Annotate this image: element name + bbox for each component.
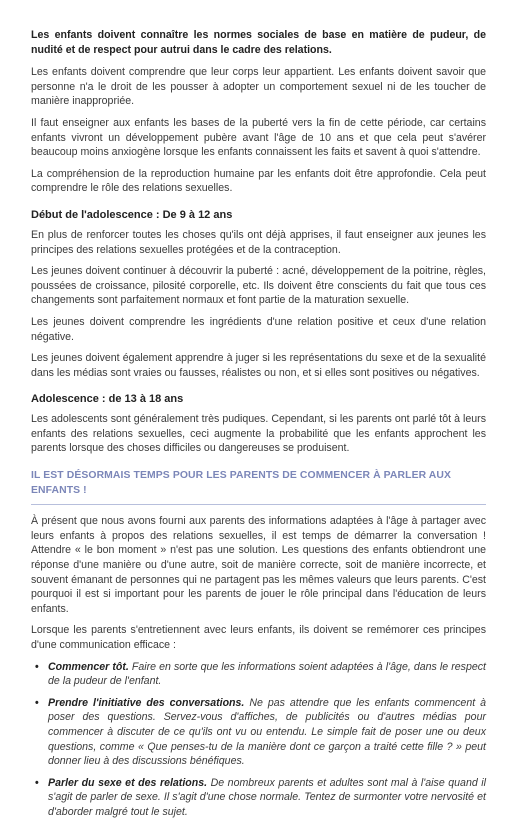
early-adolescence-paragraph: Les jeunes doivent également apprendre à juger si les représentations du sexe et de la sexualité dans les médias sont vraies ou fausses, réalistes ou non, et si elles sont positives ou négatives.: [31, 352, 486, 379]
list-item: [31, 776, 486, 820]
list-item: [31, 696, 486, 769]
adolescence-paragraph: Les adolescents sont généralement très pudiques. Cependant, si les parents ont parlé tôt à leurs enfants des relations sexuelles, ceci augmente la probabilité que les enfants approchent les parents lorsque des choses difficiles ou dangereuses se produisent.: [31, 413, 486, 455]
early-adolescence-paragraph: Les jeunes doivent comprendre les ingrédients d'une relation positive et ceux d'une relation négative.: [31, 315, 486, 343]
bullet-icon: •: [35, 696, 39, 709]
principle-term: Prendre l'initiative des conversations.: [48, 696, 245, 709]
early-adolescence-paragraph: Les jeunes doivent continuer à découvrir la puberté : acné, développement de la poitrine, règles, poussées de croissance, pilosité corporelle, etc. Ils doivent être conscients du fait que tous ces changements sont parfaitement normaux et font partie de la maturation sexuelle.: [31, 265, 486, 307]
principle-term: Parler du sexe et des relations.: [48, 776, 208, 789]
bullet-icon: •: [35, 776, 39, 789]
intro-paragraph: La compréhension de la reproduction humaine par les enfants doit être approfondie. Cela peut comprendre le rôle des relations sexuelles.: [31, 167, 486, 195]
intro-paragraph: Il faut enseigner aux enfants les bases de la puberté vers la fin de cette période, car certains enfants vivront un développement pubère avant l'âge de 10 ans et que cela peut s'avérer beaucoup moins anxiogène lorsque les enfants connaissent les faits et savent à quoi s'attendre.: [31, 116, 486, 159]
intro-heading: Les enfants doivent connaître les normes sociales de base en matière de pudeur, de nudité et de respect pour autrui dans le cadre des relations.: [31, 29, 486, 56]
principle-text: Faire en sorte que les informations soient adaptées à l'âge, dans le respect de la pudeur de l'enfant.: [48, 660, 486, 688]
principle-text: Ne pas attendre que les enfants commencent à poser des questions. Servez-vous d'affiches, de publicités ou d'autres médias pour commencer à discuter de ce qu'ils ont vu ou entendu. Le simple fait de poser une ou deux questions, comme « Que penses-tu de la manière dont ce garçon a traité cette fille ? » peut donner lieu à des discussions bénéfiques.: [48, 696, 487, 768]
intro-paragraph: Les enfants doivent comprendre que leur corps leur appartient. Les enfants doivent savoir que personne n'a le droit de les pousser à adopter un comportement sexuel ni de les toucher de manière inappropriée.: [31, 66, 486, 108]
closing-paragraph: À présent que nous avons fourni aux parents des informations adaptées à l'âge à partager avec leurs enfants à propos des relations sexuelles, il est temps de démarrer la conversation ! Attendre « le bon moment » n'est pas une solution. Les questions des enfants obtiendront une réponse d'une manière ou d'une autre, soit de manière correcte, soit de manière incorrecte, et souvent émanant de personnes qui ne partagent pas les mêmes valeurs que leurs parents. C'est pourquoi il est si important pour les parents de jouer le rôle principal dans l'éducation de leurs enfants.: [31, 515, 486, 615]
section-heading-early-adolescence: Début de l'adolescence : De 9 à 12 ans: [31, 208, 233, 221]
principles-list: [31, 660, 486, 820]
section-heading-adolescence: Adolescence : de 13 à 18 ans: [31, 393, 184, 406]
closing-paragraph: Lorsque les parents s'entretiennent avec leurs enfants, ils doivent se remémorer ces principes d'une communication efficace :: [31, 624, 486, 651]
early-adolescence-paragraph: En plus de renforcer toutes les choses qu'ils ont déjà apprises, il faut enseigner aux jeunes les principes des relations sexuelles protégées et de la contraception.: [31, 228, 486, 256]
principle-text: De nombreux parents et adultes sont mal à l'aise quand il s'agit de parler de sexe. Il s'agit d'une chose normale. Tentez de surmonter votre nervosité et d'aborder malgré tout le sujet.: [48, 776, 486, 818]
bullet-icon: •: [35, 660, 39, 673]
list-item: [31, 660, 486, 689]
principle-term: Commencer tôt.: [48, 660, 129, 673]
section-banner: IL EST DÉSORMAIS TEMPS POUR LES PARENTS DE COMMENCER À PARLER AUX ENFANTS !: [31, 469, 486, 505]
